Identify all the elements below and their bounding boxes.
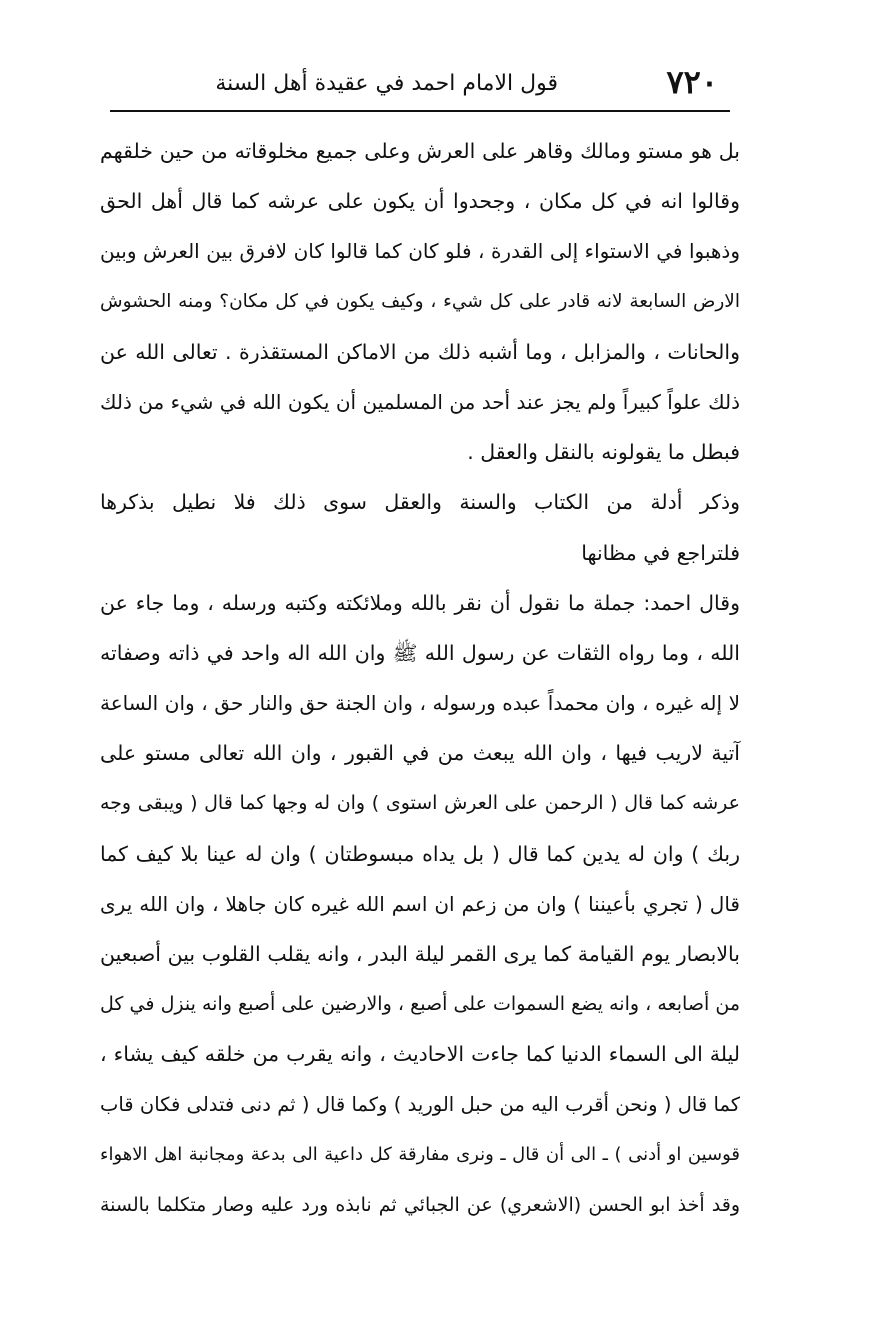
text-line: كما قال ( ونحن أقرب اليه من حبل الوريد ) وكما قال ( ثم دنى فتدلى فكان قاب xyxy=(100,1092,740,1116)
text-line: الارض السابعة لانه قادر على كل شيء ، وكيف يكون في كل مكان؟ ومنه الحشوش xyxy=(100,290,740,312)
header-rule xyxy=(110,110,730,112)
body-text xyxy=(100,126,740,1230)
text-line: فلتراجع في مظانها xyxy=(581,540,740,565)
text-line: وقال احمد: جملة ما نقول أن نقر بالله وملائكته وكتبه ورسله ، وما جاء عن xyxy=(100,590,740,615)
text-line: آتية لاريب فيها ، وان الله يبعث من في القبور ، وان الله تعالى مستو على xyxy=(100,741,740,766)
text-line: والحانات ، والمزابل ، وما أشبه ذلك من الاماكن المستقذرة . تعالى الله عن xyxy=(100,339,740,364)
text-line: وذهبوا في الاستواء إلى القدرة ، فلو كان كما قالوا كان لافرق بين العرش وبين xyxy=(100,239,740,264)
page-header xyxy=(100,60,728,110)
page-number: ٧٢٠ xyxy=(666,63,718,101)
text-line: بالابصار يوم القيامة كما يرى القمر ليلة البدر ، وانه يقلب القلوب بين أصبعين xyxy=(100,942,740,966)
running-title: قول الامام احمد في عقيدة أهل السنة xyxy=(215,71,558,96)
text-line: من أصابعه ، وانه يضع السموات على أصبع ، والارضين على أصبع وانه ينزل في كل xyxy=(100,993,740,1016)
text-line: فبطل ما يقولونه بالنقل والعقل . xyxy=(467,440,740,465)
text-line: ليلة الى السماء الدنيا كما جاءت الاحاديث ، وانه يقرب من خلقه كيف يشاء ، xyxy=(100,1042,740,1067)
text-line: وقالوا انه في كل مكان ، وجحدوا أن يكون على عرشه كما قال أهل الحق xyxy=(100,189,740,214)
text-line: ذلك علواً كبيراً ولم يجز عند أحد من المسلمين أن يكون الله في شيء من ذلك xyxy=(100,389,740,414)
text-line: قال ( تجري بأعيننا ) وان من زعم ان اسم الله غيره كان جاهلا ، وان الله يرى xyxy=(100,891,740,916)
text-line: ربك ) وان له يدين كما قال ( بل يداه مبسوطتان ) وان له عينا بلا كيف كما xyxy=(100,841,740,866)
text-line: قوسين او أدنى ) ـ الى أن قال ـ ونرى مفارقة كل داعية الى بدعة ومجانبة اهل الاهواء xyxy=(100,1143,740,1165)
text-line: وقد أخذ ابو الحسن (الاشعري) عن الجبائي ثم نابذه ورد عليه وصار متكلما بالسنة xyxy=(100,1193,740,1216)
text-line: لا إله غيره ، وان محمداً عبده ورسوله ، وان الجنة حق والنار حق ، وان الساعة xyxy=(100,691,740,716)
text-line: عرشه كما قال ( الرحمن على العرش استوى ) وان له وجها كما قال ( ويبقى وجه xyxy=(100,792,740,815)
text-line: بل هو مستو ومالك وقاهر على العرش وعلى جميع مخلوقاته من حين خلقهم xyxy=(100,139,740,163)
text-line: الله ، وما رواه الثقات عن رسول الله ﷺ وان الله اله واحد في ذاته وصفاته xyxy=(100,640,740,665)
text-line: وذكر أدلة من الكتاب والسنة والعقل سوى ذلك فلا نطيل بذكرها xyxy=(100,490,740,515)
